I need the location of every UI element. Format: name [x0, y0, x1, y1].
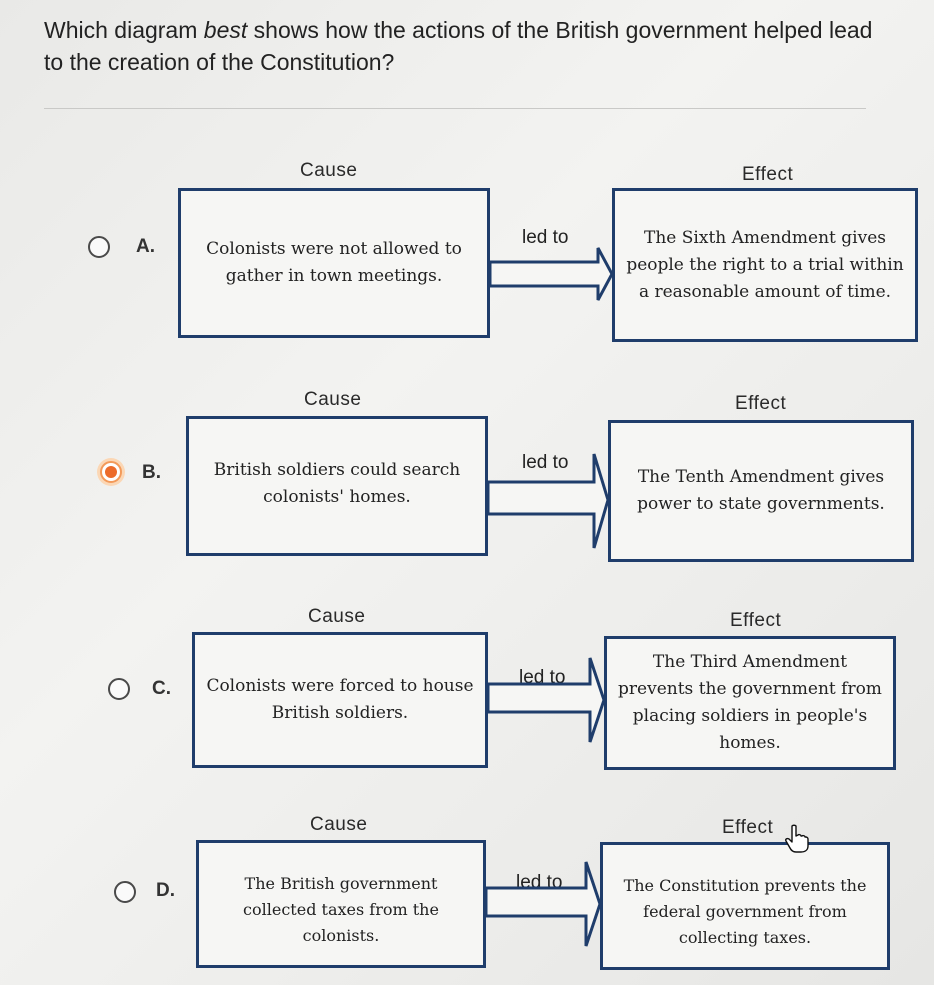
hand-cursor-icon: [784, 824, 810, 854]
cause-text: The British government collected taxes from the colonists.: [243, 874, 439, 945]
effect-text: The Third Amendment prevents the government from placing soldiers in people's homes.: [618, 652, 882, 753]
radio-option-a[interactable]: [88, 236, 110, 258]
question-emphasis: best: [203, 17, 248, 43]
effect-heading: Effect: [742, 164, 794, 185]
arrow-icon: [486, 452, 612, 552]
radio-option-d[interactable]: [114, 881, 136, 903]
led-to-label: led to: [516, 872, 563, 893]
question-text: [44, 14, 884, 78]
effect-text: The Tenth Amendment gives power to state governments.: [637, 467, 885, 514]
option-c-letter: C.: [152, 678, 171, 699]
cause-text: Colonists were not allowed to gather in town meetings.: [206, 239, 462, 286]
cause-box: [192, 632, 488, 768]
divider: [44, 108, 866, 109]
cause-heading: Cause: [310, 814, 368, 835]
question-prefix: Which diagram: [44, 17, 204, 43]
arrow-icon: [488, 244, 614, 304]
option-a-letter: A.: [136, 236, 155, 257]
led-to-label: led to: [519, 667, 566, 688]
arrow-icon: [486, 656, 608, 746]
radio-option-c[interactable]: [108, 678, 130, 700]
radio-option-b[interactable]: [100, 461, 122, 483]
effect-text: The Sixth Amendment gives people the right to a trial within a reasonable amount of time.: [626, 227, 904, 302]
arrow-icon: [484, 860, 604, 950]
cause-heading: Cause: [304, 389, 362, 410]
cause-box: [186, 416, 488, 556]
effect-box: [604, 636, 896, 770]
cause-heading: Cause: [300, 160, 358, 181]
effect-box: [600, 842, 890, 970]
led-to-label: led to: [522, 452, 569, 473]
effect-box: [612, 188, 918, 342]
option-b-letter: B.: [142, 462, 161, 483]
effect-text: The Constitution prevents the federal government from collecting taxes.: [623, 876, 867, 947]
effect-heading: Effect: [722, 817, 774, 838]
cause-text: British soldiers could search colonists' homes.: [213, 460, 461, 507]
cause-box: [196, 840, 486, 968]
cause-heading: Cause: [308, 606, 366, 627]
cause-box: [178, 188, 490, 338]
effect-box: [608, 420, 914, 562]
effect-heading: Effect: [730, 610, 782, 631]
question-suffix: shows how the actions of the British government helped lead to the creation of the Constitution?: [44, 17, 873, 75]
effect-heading: Effect: [735, 393, 787, 414]
cause-text: Colonists were forced to house British soldiers.: [206, 676, 474, 723]
option-d-letter: D.: [156, 880, 175, 901]
led-to-label: led to: [522, 227, 569, 248]
